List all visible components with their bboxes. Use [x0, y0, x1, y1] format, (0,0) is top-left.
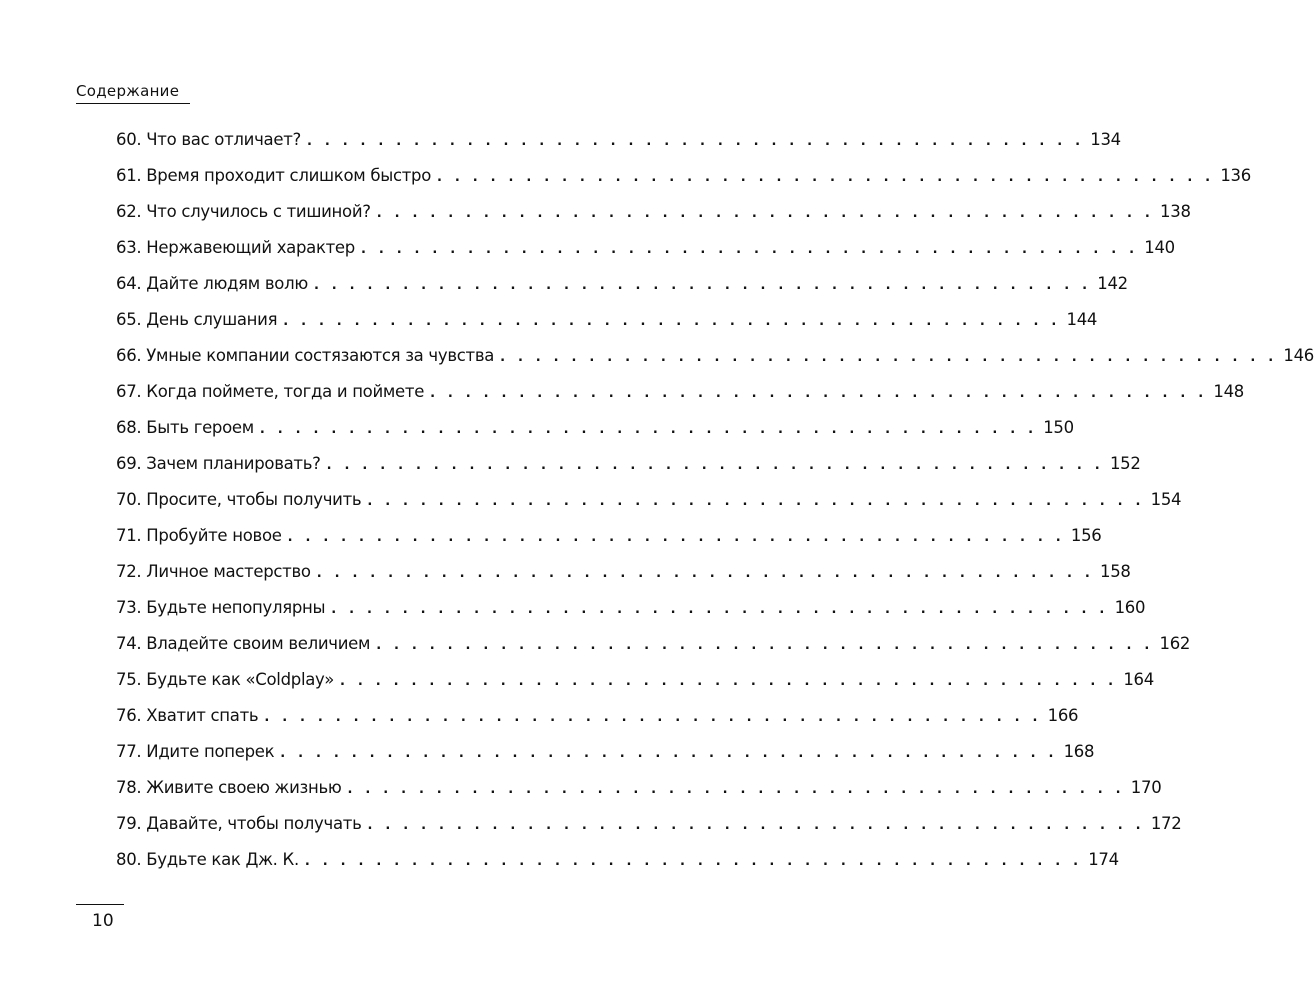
toc-entry [116, 590, 1146, 626]
dot-leader: . . . . . . . . . . . . . . . . . . . . . . . . . . . . . . . . . . . . . . . . . . . . [437, 170, 1215, 185]
toc-entry-title: 65. День слушания [116, 310, 278, 329]
toc-entry [116, 698, 1079, 734]
toc-entry-page: 146 [1283, 346, 1314, 365]
toc-entry-title: 64. Дайте людям волю [116, 274, 308, 293]
toc-entry [116, 158, 1251, 194]
dot-leader: . . . . . . . . . . . . . . . . . . . . . . . . . . . . . . . . . . . . . . . . . . . . [430, 386, 1208, 401]
dot-leader: . . . . . . . . . . . . . . . . . . . . . . . . . . . . . . . . . . . . . . . . . . . . [316, 566, 1095, 581]
dot-leader: . . . . . . . . . . . . . . . . . . . . . . . . . . . . . . . . . . . . . . . . . . . . [259, 422, 1038, 437]
toc-entry-title: 62. Что случилось с тишиной? [116, 202, 371, 221]
toc-entry [116, 338, 1314, 374]
toc-entry-page: 142 [1097, 274, 1128, 293]
dot-leader: . . . . . . . . . . . . . . . . . . . . . . . . . . . . . . . . . . . . . . . . . . . . [347, 782, 1125, 797]
toc-entry-title: 79. Давайте, чтобы получать [116, 814, 362, 833]
header-rule [76, 103, 190, 104]
toc-entry-page: 162 [1159, 634, 1191, 653]
toc-entry-page: 140 [1144, 238, 1175, 257]
toc-entry-page: 174 [1088, 850, 1119, 869]
dot-leader: . . . . . . . . . . . . . . . . . . . . . . . . . . . . . . . . . . . . . . . . . . . . [280, 746, 1058, 761]
dot-leader: . . . . . . . . . . . . . . . . . . . . . . . . . . . . . . . . . . . . . . . . . . . . [376, 638, 1154, 653]
toc-entry-title: 63. Нержавеющий характер [116, 238, 355, 257]
dot-leader: . . . . . . . . . . . . . . . . . . . . . . . . . . . . . . . . . . . . . . . . . . . . [340, 674, 1118, 689]
dot-leader: . . . . . . . . . . . . . . . . . . . . . . . . . . . . . . . . . . . . . . . . . . . . [331, 602, 1109, 617]
toc-entry-title: 80. Будьте как Дж. К. [116, 850, 299, 869]
dot-leader: . . . . . . . . . . . . . . . . . . . . . . . . . . . . . . . . . . . . . . . . . . . . [306, 134, 1085, 149]
toc-entry [116, 302, 1098, 338]
toc-entry-page: 170 [1130, 778, 1162, 797]
running-header: Содержание [76, 82, 180, 100]
toc-entry [116, 446, 1141, 482]
toc-entry-page: 164 [1123, 670, 1154, 689]
toc-entry [116, 842, 1119, 878]
toc-entry-page: 154 [1150, 490, 1182, 509]
toc-entry-page: 152 [1109, 454, 1141, 473]
toc-entry-title: 76. Хватит спать [116, 706, 259, 725]
toc-entry-title: 67. Когда поймете, тогда и поймете [116, 382, 425, 401]
toc-entry-title: 73. Будьте непопулярны [116, 598, 326, 617]
toc-entry-title: 60. Что вас отличает? [116, 130, 301, 149]
dot-leader: . . . . . . . . . . . . . . . . . . . . . . . . . . . . . . . . . . . . . . . . . . . . [367, 818, 1145, 833]
toc-entry-title: 77. Идите поперек [116, 742, 275, 761]
dot-leader: . . . . . . . . . . . . . . . . . . . . . . . . . . . . . . . . . . . . . . . . . . . . [367, 494, 1145, 509]
toc-entry-page: 160 [1114, 598, 1146, 617]
toc-entry [116, 770, 1162, 806]
toc-entry-page: 168 [1063, 742, 1095, 761]
toc-entry [116, 734, 1095, 770]
toc-entry [116, 626, 1191, 662]
dot-leader: . . . . . . . . . . . . . . . . . . . . . . . . . . . . . . . . . . . . . . . . . . . . [313, 278, 1092, 293]
dot-leader: . . . . . . . . . . . . . . . . . . . . . . . . . . . . . . . . . . . . . . . . . . . . [287, 530, 1065, 545]
toc-entry-title: 78. Живите своею жизнью [116, 778, 342, 797]
toc-entry-page: 134 [1090, 130, 1121, 149]
toc-entry [116, 194, 1191, 230]
toc-entry [116, 374, 1244, 410]
toc-entry-page: 144 [1066, 310, 1098, 329]
toc-entry-page: 148 [1213, 382, 1244, 401]
toc-entry-title: 69. Зачем планировать? [116, 454, 321, 473]
toc-entry [116, 230, 1175, 266]
dot-leader: . . . . . . . . . . . . . . . . . . . . . . . . . . . . . . . . . . . . . . . . . . . . [500, 350, 1278, 365]
table-of-contents [116, 122, 1314, 878]
toc-entry-page: 136 [1220, 166, 1251, 185]
toc-entry-title: 75. Будьте как «Coldplay» [116, 670, 335, 689]
toc-entry-title: 72. Личное мастерство [116, 562, 311, 581]
footer-rule [76, 904, 124, 905]
toc-entry [116, 554, 1131, 590]
toc-entry [116, 266, 1128, 302]
dot-leader: . . . . . . . . . . . . . . . . . . . . . . . . . . . . . . . . . . . . . . . . . . . . [376, 206, 1155, 221]
toc-entry [116, 122, 1121, 158]
toc-entry [116, 482, 1182, 518]
dot-leader: . . . . . . . . . . . . . . . . . . . . . . . . . . . . . . . . . . . . . . . . . . . . [264, 710, 1042, 725]
toc-entry-page: 138 [1160, 202, 1191, 221]
toc-entry-title: 61. Время проходит слишком быстро [116, 166, 432, 185]
dot-leader: . . . . . . . . . . . . . . . . . . . . . . . . . . . . . . . . . . . . . . . . . . . . [326, 458, 1104, 473]
toc-entry-page: 156 [1070, 526, 1102, 545]
dot-leader: . . . . . . . . . . . . . . . . . . . . . . . . . . . . . . . . . . . . . . . . . . . . [360, 242, 1139, 257]
dot-leader: . . . . . . . . . . . . . . . . . . . . . . . . . . . . . . . . . . . . . . . . . . . . [283, 314, 1061, 329]
toc-entry-page: 150 [1043, 418, 1074, 437]
toc-entry-title: 66. Умные компании состязаются за чувства [116, 346, 495, 365]
toc-entry [116, 662, 1154, 698]
toc-entry [116, 518, 1102, 554]
toc-entry-title: 74. Владейте своим величием [116, 634, 371, 653]
dot-leader: . . . . . . . . . . . . . . . . . . . . . . . . . . . . . . . . . . . . . . . . . . . . [304, 854, 1083, 869]
toc-entry [116, 410, 1074, 446]
toc-entry-title: 70. Просите, чтобы получить [116, 490, 362, 509]
toc-entry [116, 806, 1182, 842]
toc-entry-title: 68. Быть героем [116, 418, 254, 437]
toc-entry-page: 166 [1047, 706, 1079, 725]
toc-entry-page: 158 [1100, 562, 1131, 581]
page-number: 10 [92, 911, 114, 931]
toc-entry-page: 172 [1150, 814, 1182, 833]
toc-entry-title: 71. Пробуйте новое [116, 526, 282, 545]
